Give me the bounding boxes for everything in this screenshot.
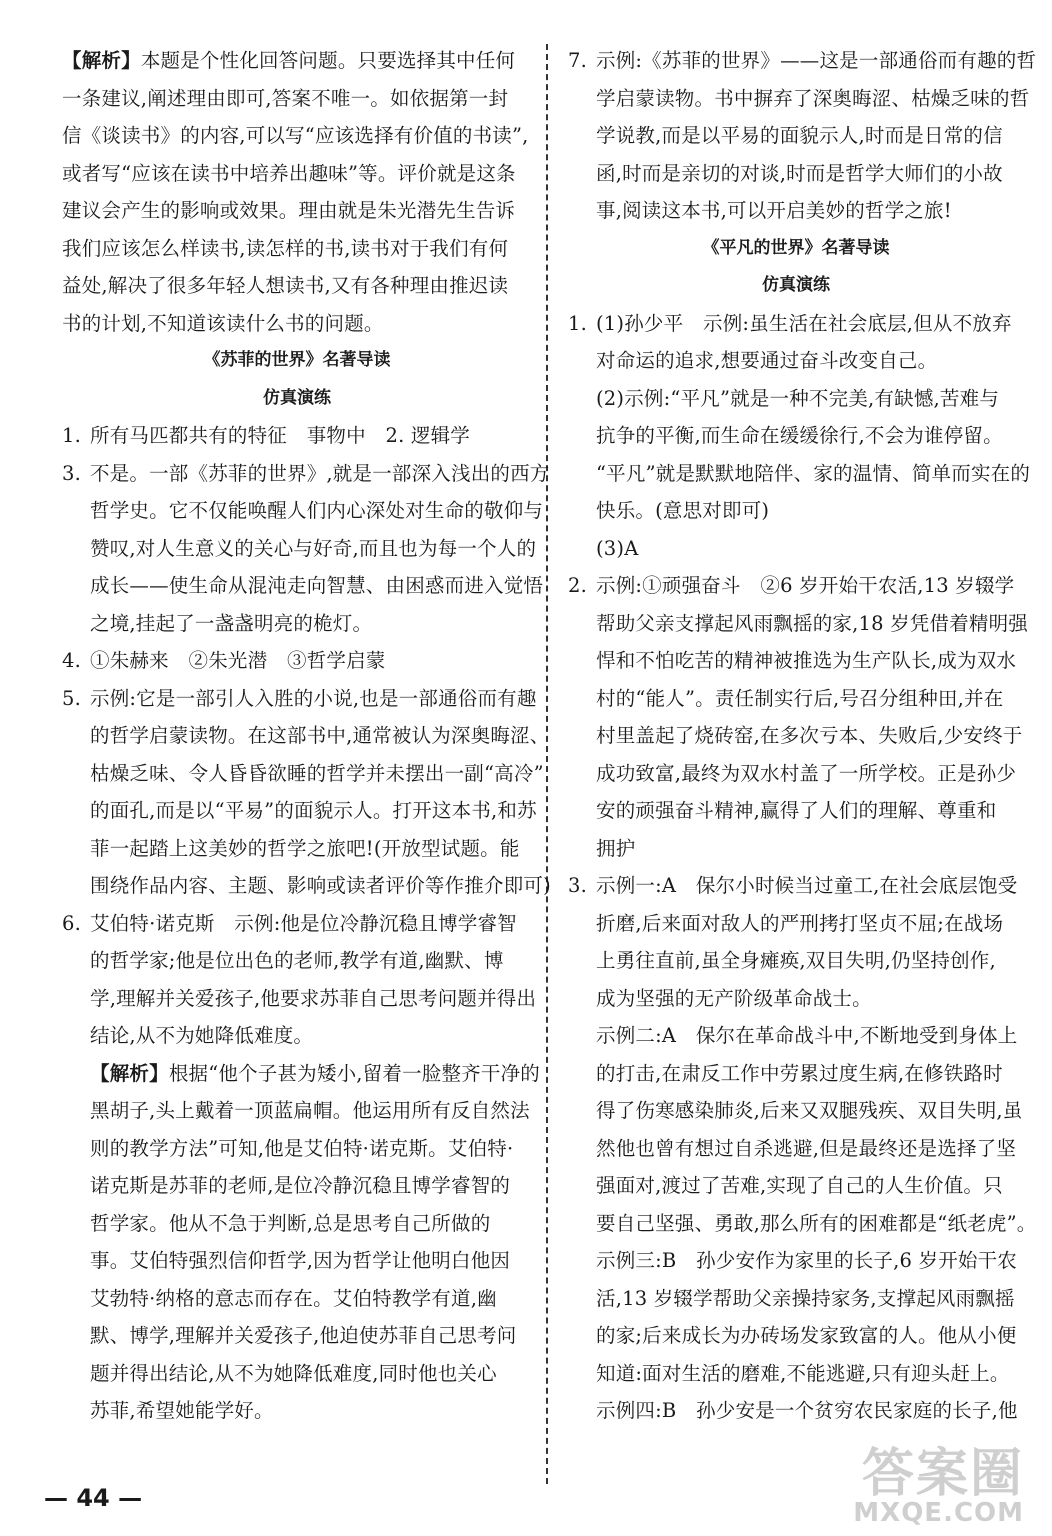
text-line: 示例:《苏菲的世界》——这是一部通俗而有趣的哲 [596,49,1037,72]
left-column [62,42,551,1430]
text-line: 折磨,后来面对敌人的严刑拷打坚贞不屈;在战场 [596,911,1004,935]
text-line: 示例三:B 孙少安作为家里的长子,6 岁开始干农 [596,1249,1018,1272]
text-line: 结论,从不为她降低难度。 [90,1024,314,1047]
text-line: 的面孔,而是以“平易”的面貌示人。打开这本书,和苏 [90,799,537,822]
answer-item-2 [568,567,1029,867]
text-line: 信《谈读书》的内容,可以写“应该选择有价值的书读”, [62,124,529,147]
watermark-logo [853,1444,1024,1528]
text-line: 得了伤寒感染肺炎,后来又双腿残疾、双目失明,虽 [596,1099,1023,1122]
answer-item-4 [62,642,532,680]
text-line: 之境,挂起了一盏盏明亮的桅灯。 [90,611,373,635]
text-line: 的家;后来成长为办砖场发家致富的人。他从小便 [596,1324,1017,1347]
text-line: 的哲学家;他是位出色的老师,教学有道,幽默、博 [90,949,504,972]
text-line: “平凡”就是默默地陪伴、家的温情、简单而实在的 [596,461,1031,485]
text-line: 成功致富,最终为双水村盖了一所学校。正是孙少 [596,761,1017,785]
text-line: 示例二:A 保尔在革命战斗中,不断地受到身体上 [596,1024,1018,1047]
answer-item-1 [568,305,1031,568]
text-line: 安的顽强奋斗精神,赢得了人们的理解、尊重和 [596,799,997,822]
text-line: 强面对,渡过了苦难,实现了自己的人生价值。只 [596,1174,1003,1197]
text-line: 的哲学启蒙读物。在这部书中,通常被认为深奥晦涩、 [90,724,550,747]
item-number: 2. [568,574,588,597]
text-line: 村里盖起了烧砖窑,在多次亏本、失败后,少安终于 [596,724,1023,747]
text-line: 示例一:A 保尔小时候当过童工,在社会底层饱受 [596,874,1018,897]
text-line: 对命运的追求,想要通过奋斗改变自己。 [596,349,938,372]
item-number: 4. [62,649,82,672]
page-number: — 44 — [44,1484,143,1512]
text-line: 上勇往直前,虽全身瘫痪,双目失明,仍坚持创作, [596,949,996,972]
text-line: 学说教,而是以平易的面貌示人,时而是日常的信 [596,124,1003,147]
answer-item-3 [568,867,1037,1430]
text-line: 围绕作品内容、主题、影响或读者评价等作推介即可) [90,874,551,897]
text-line: 示例四:B 孙少安是一个贫穷农民家庭的长子,他 [596,1399,1018,1422]
answer-item-6 [62,905,537,1055]
section-subheading: 仿真演练 [263,387,331,408]
text-line: 学启蒙读物。书中摒弃了深奥晦涩、枯燥乏味的哲 [596,86,1030,110]
text-line: 然他也曾有想过自杀逃避,但是最终还是选择了坚 [596,1136,1017,1160]
text-line: 哲学史。它不仅能唤醒人们内心深处对生命的敬仰与 [90,499,544,522]
item-number: 3. [568,874,588,897]
analysis-tag: 【解析】 [62,49,141,72]
text-line: 成长——使生命从混沌走向智慧、由困惑而进入觉悟 [90,574,544,597]
text-line: 题并得出结论,从不为她降低难度,同时他也关心 [90,1361,497,1385]
section-subheading: 仿真演练 [762,275,830,295]
analysis-block-2 [62,1055,540,1430]
text-line: 的打击,在肃反工作中劳累过度生病,在修铁路时 [596,1061,1003,1085]
text-line: 事,阅读这本书,可以开启美妙的哲学之旅! [596,199,952,222]
item-number: 5. [62,686,82,710]
answer-item-7 [568,42,1037,230]
text-line: 默、博学,理解并关爱孩子,他迫使苏菲自己思考问 [90,1324,517,1347]
text-line: 要自己坚强、勇敢,那么所有的困难都是“纸老虎”。 [596,1211,1037,1235]
watermark-text: 答案圈 [861,1444,1024,1504]
text-line: 函,时而是亲切的对谈,时而是哲学大师们的小故 [596,161,1003,185]
text-line: (2)示例:“平凡”就是一种不完美,有缺憾,苦难与 [596,386,1000,410]
text-line: 菲一起踏上这美妙的哲学之旅吧!(开放型试题。能 [90,836,520,860]
text-line: 事。艾伯特强烈信仰哲学,因为哲学让他明白他因 [90,1249,511,1272]
text-line: 枯燥乏味、令人昏昏欲睡的哲学并未摆出一副“高冷” [90,761,544,785]
text-line: 村的“能人”。责任制实行后,号召分组种田,并在 [596,686,1004,710]
item-number: 7. [568,49,588,72]
text-line: 我们应该怎么样读书,读怎样的书,读书对于我们有何 [62,236,509,260]
text-line: 学,理解并关爱孩子,他要求苏菲自己思考问题并得出 [90,986,537,1010]
item-number: 1. [62,424,82,447]
text-line: (1)孙少平 示例:虽生活在社会底层,但从不放弃 [596,311,1012,335]
section-heading: 《苏菲的世界》名著导读 [203,350,391,370]
text-line: 黑胡子,头上戴着一顶蓝扁帽。他运用所有反自然法 [90,1099,530,1122]
text-line: 示例:①顽强奋斗 ②6 岁开始干农活,13 岁辍学 [596,574,1015,597]
text-line: 悍和不怕吃苦的精神被推选为生产队长,成为双水 [596,649,1017,672]
text-line: ①朱赫来 ②朱光潜 ③哲学启蒙 [90,649,386,672]
answer-item-5 [62,680,551,905]
column-divider [546,44,548,1484]
item-number: 3. [62,461,82,485]
text-line: 诺克斯是苏菲的老师,是位冷静沉稳且博学睿智的 [90,1174,511,1197]
watermark-domain: MXQE.COM [853,1498,1024,1528]
text-line: 益处,解决了很多年轻人想读书,又有各种理由推迟读 [62,274,509,297]
text-line: 艾伯特·诺克斯 示例:他是位冷静沉稳且博学睿智 [90,911,517,935]
text-line: 艾勃特·纳格的意志而存在。艾伯特教学有道,幽 [90,1286,497,1310]
section-heading: 《平凡的世界》名著导读 [702,237,890,258]
text-line: 哲学家。他从不急于判断,总是思考自己所做的 [90,1211,491,1235]
text-line: 建议会产生的影响或效果。理由就是朱光潜先生告诉 [62,199,516,222]
text-line: 成为坚强的无产阶级革命战士。 [596,986,872,1010]
text-line: 活,13 岁辍学帮助父亲操持家务,支撑起风雨飘摇 [596,1286,1015,1310]
text-line: 根据“他个子甚为矮小,留着一脸整齐干净的 [168,1061,540,1085]
text-line: 本题是个性化回答问题。只要选择其中任何 [140,49,516,72]
text-line: 书的计划,不知道该读什么书的问题。 [62,311,384,335]
item-number: 1. [568,311,588,335]
text-line: 所有马匹都共有的特征 事物中 2. 逻辑学 [90,424,471,447]
text-line: 或者写“应该在读书中培养出趣味”等。评价就是这条 [62,161,516,185]
analysis-block-1 [62,42,532,342]
text-line: 示例:它是一部引人入胜的小说,也是一部通俗而有趣 [90,686,537,710]
text-line: 知道:面对生活的磨难,不能逃避,只有迎头赶上。 [596,1361,1010,1385]
text-line: (3)A [596,536,639,560]
analysis-tag: 【解析】 [90,1061,169,1085]
text-line: 抗争的平衡,而生命在缓缓徐行,不会为谁停留。 [596,424,1003,447]
text-line: 则的教学方法”可知,他是艾伯特·诺克斯。艾伯特· [90,1136,514,1160]
answer-item-3 [62,455,550,643]
text-line: 拥护 [596,836,636,860]
text-line: 帮助父亲支撑起风雨飘摇的家,18 岁凭借着精明强 [596,611,1029,635]
text-line: 一条建议,阐述理由即可,答案不唯一。如依据第一封 [62,86,509,110]
right-column [568,42,1037,1430]
text-line: 快乐。(意思对即可) [596,499,770,522]
answer-item-1 [62,417,532,455]
item-number: 6. [62,911,82,935]
text-line: 赞叹,对人生意义的关心与好奇,而且也为每一个人的 [90,536,537,560]
text-line: 苏菲,希望她能学好。 [90,1399,274,1422]
text-line: 不是。一部《苏菲的世界》,就是一部深入浅出的西方 [90,461,550,485]
